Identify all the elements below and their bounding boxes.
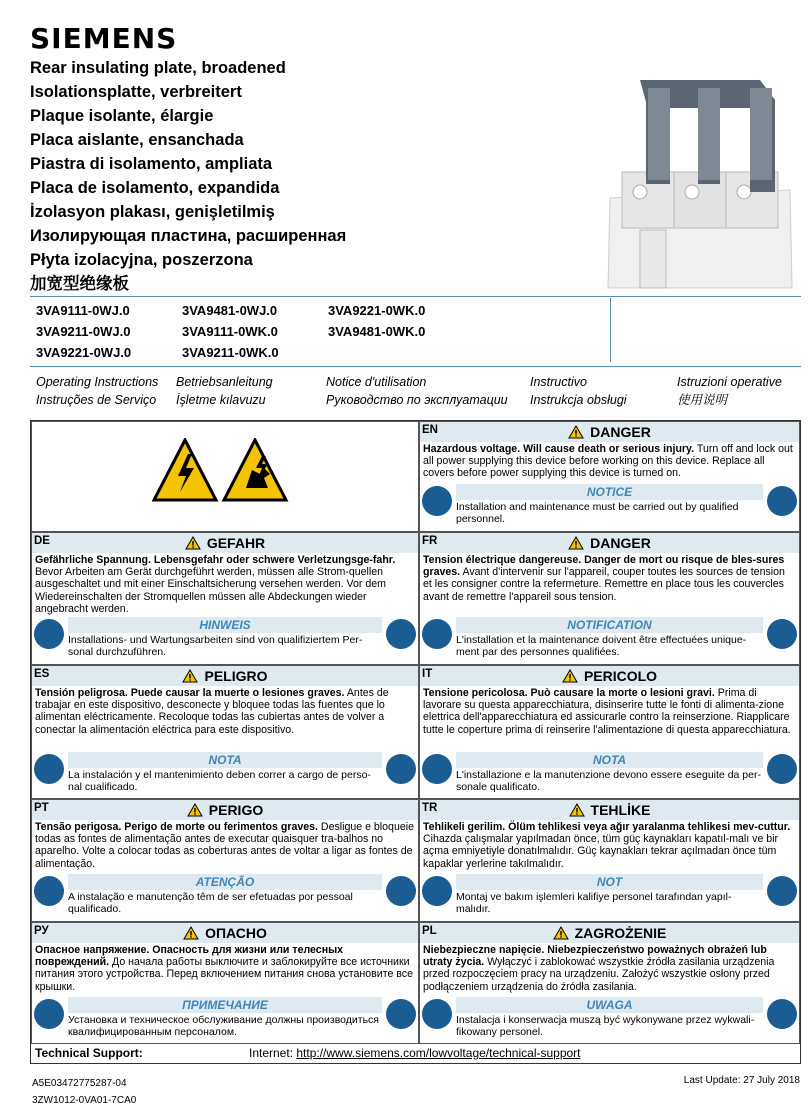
- order-codes: [36, 300, 474, 363]
- danger-title: GEFAHR: [206, 535, 266, 551]
- danger-title: ОПАСНО: [205, 925, 267, 941]
- lang-code: TR: [422, 802, 438, 814]
- section-de: [31, 532, 419, 665]
- lang-code: EN: [422, 424, 438, 436]
- read-instructions-icon: [767, 754, 797, 784]
- safety-grid: [30, 420, 801, 1044]
- title-es: Placa aislante, ensanchada: [30, 131, 244, 149]
- read-instructions-icon: [386, 876, 416, 906]
- warning-icon: [182, 669, 198, 683]
- code-item: 3VA9481-0WK.0: [328, 324, 426, 339]
- code-item: [328, 342, 474, 363]
- notice-title: NOTICE: [456, 484, 763, 500]
- warning-icon: [568, 425, 584, 439]
- instr-title: 使用说明: [677, 393, 728, 407]
- section-ru: [31, 922, 419, 1044]
- notice-title: ПРИМЕЧАНИЕ: [68, 997, 382, 1013]
- support-link[interactable]: http://www.siemens.com/lowvoltage/technical-support: [296, 1046, 581, 1060]
- danger-text: Tension électrique dangereuse. Danger de mort ou risque de bles-sures graves. Avant d'intervenir sur l'appareil, couper toutes les sources de tension et les consigner contre la refermeture. Remettre en place tous les couvercles avant de remettre l'appareil sous tension.: [423, 554, 785, 603]
- divider-top: [30, 296, 801, 297]
- notice-row: [420, 874, 799, 922]
- danger-text: Tensión peligrosa. Puede causar la muerte o lesiones graves. Antes de trabajar en este dispositivo, desconecte y bloquee todas las fuentes que lo alimentan eléctricamente. Recoloque todas las cubiertas antes de volver a conectar la alimentación eléctrica para este dispositivo.: [35, 687, 389, 736]
- warning-icon: [562, 669, 578, 683]
- danger-title: PELIGRO: [204, 668, 268, 684]
- danger-header: [32, 800, 418, 820]
- warning-icon: [569, 803, 585, 817]
- warning-pictograms: [31, 421, 419, 532]
- code-item: 3VA9481-0WJ.0: [182, 303, 278, 318]
- instr-title: Instruções de Serviço: [36, 393, 157, 407]
- danger-title: ZAGROŻENIE: [574, 925, 667, 941]
- read-instructions-icon: [767, 619, 797, 649]
- instr-title: Instructivo: [530, 375, 587, 389]
- notice-row: [420, 617, 799, 665]
- notice-text: La instalación y el mantenimiento deben correr a cargo de perso-nal cualificado.: [68, 769, 371, 793]
- qualified-person-icon: [422, 999, 452, 1029]
- danger-text: Tensione pericolosa. Può causare la morte o lesioni gravi. Prima di lavorare su questa apparecchiatura, disinserire tutte le fonti di alimenta-zione elettrica dell'apparecchiatura ed assicurarle contro la reinserzione. Riapplicare tutte le coperture prima di reinserire l'alimentazione di questa apparecchiatura.: [423, 687, 791, 736]
- notice-row: [32, 874, 418, 922]
- technical-support-row: [30, 1044, 801, 1064]
- title-ru: Изолирующая пластина, расширенная: [30, 227, 347, 245]
- danger-text: Tensão perigosa. Perigo de morte ou ferimentos graves. Desligue e bloqueie todas as fontes de alimentação antes de executar quaisquer tra-balhos no aparelho. Volte a colocar todas as coberturas antes de voltar a ligar as fontes de alimentação.: [35, 821, 414, 870]
- product-titles: [30, 56, 346, 296]
- danger-text: Niebezpieczne napięcie. Niebezpieczeństwo poważnych obrażeń lub utraty życia. Wyłączyć i zablokować wszystkie źródła zasilania urządzenia przed rozpoczęciem pracy na urządzeniu. Założyć wszystkie osłony przed podłączeniem urządzenia do źródła zasilania.: [423, 944, 775, 993]
- warning-icon: [183, 926, 199, 940]
- code-item: 3VA9111-0WJ.0: [36, 303, 130, 318]
- read-instructions-icon: [386, 999, 416, 1029]
- warning-icon: [553, 926, 569, 940]
- notice-title: NOTA: [456, 752, 763, 768]
- title-en: Rear insulating plate, broadened: [30, 59, 286, 77]
- danger-title: DANGER: [590, 535, 651, 551]
- instr-title: Instrukcja obsługi: [530, 393, 627, 407]
- section-it: [419, 665, 800, 799]
- qualified-person-icon: [422, 619, 452, 649]
- danger-header: [420, 666, 799, 686]
- section-pl: [419, 922, 800, 1044]
- lang-code: ES: [34, 668, 50, 680]
- instr-title: Betriebsanleitung: [176, 375, 273, 389]
- section-fr: [419, 532, 800, 665]
- danger-header: [420, 800, 799, 820]
- danger-text: Hazardous voltage. Will cause death or serious injury. Turn off and lock out all power supplying this device before working on this device. Replace all covers before power supplying this device is turned on.: [423, 443, 793, 480]
- notice-text: L'installazione e la manutenzione devono essere eseguite da per-sonale qualificato.: [456, 769, 761, 793]
- support-internet: Internet: http://www.siemens.com/lowvoltage/technical-support: [249, 1046, 581, 1060]
- divider-mid: [30, 366, 801, 367]
- notice-title: NOTA: [68, 752, 382, 768]
- read-instructions-icon: [767, 876, 797, 906]
- notice-row: [32, 997, 418, 1044]
- read-instructions-icon: [386, 619, 416, 649]
- warning-icon: [185, 536, 201, 550]
- notice-text: A instalação e manutenção têm de ser efetuadas por pessoal qualificado.: [68, 891, 353, 915]
- lang-code: PL: [422, 925, 437, 937]
- lang-code: DE: [34, 535, 50, 547]
- danger-header: [32, 923, 418, 943]
- title-tr: İzolasyon plakası, genişletilmiş: [30, 203, 275, 221]
- product-illustration: [600, 80, 800, 290]
- section-tr: [419, 799, 800, 922]
- title-de: Isolationsplatte, verbreitert: [30, 83, 242, 101]
- notice-title: ATENÇÃO: [68, 874, 382, 890]
- code-item: 3VA9211-0WJ.0: [36, 324, 131, 339]
- qualified-person-icon: [422, 754, 452, 784]
- danger-title: TEHLİKE: [590, 802, 651, 818]
- notice-text: Installation and maintenance must be carried out by qualified personnel.: [456, 501, 739, 525]
- lang-code: IT: [422, 668, 433, 680]
- danger-text: Tehlikeli gerilim. Ölüm tehlikesi veya ağır yaralanma tehlikesi mev-cuttur. Cihazda çalışmalar yapılmadan önce, tüm güç kaynakları kapatıl-malı ve bir açma emniyetiyle donatılmalıdır. Güç kaynakları tekrar açılmadan önce tüm kapaklar yerlerine takılmalıdır.: [423, 821, 791, 870]
- read-instructions-icon: [767, 999, 797, 1029]
- read-instructions-icon: [767, 486, 797, 516]
- warning-icon: [568, 536, 584, 550]
- qualified-person-icon: [34, 754, 64, 784]
- danger-text: Gefährliche Spannung. Lebensgefahr oder schwere Verletzungsge-fahr. Bevor Arbeiten am Gerät durchgeführt werden, müssen alle Strom-quellen ausgeschaltet und mit einer Einschaltsicherung versehen werden. Vor dem Wiedereinschalten der Stromquellen müssen alle Abdeckungen wieder angebracht werden.: [35, 554, 396, 615]
- code-item: 3VA9211-0WK.0: [182, 345, 279, 360]
- danger-title: PERICOLO: [583, 668, 658, 684]
- order-number: 3ZW1012-0VA01-7CA0: [32, 1095, 137, 1106]
- instruction-titles: [36, 373, 797, 409]
- footer-numbers: [32, 1075, 136, 1109]
- notice-text: Montaj ve bakım işlemleri kalifiye personel tarafından yapıl-malıdır.: [456, 891, 732, 915]
- notice-title: UWAGA: [456, 997, 763, 1013]
- section-es: [31, 665, 419, 799]
- code-item: 3VA9111-0WK.0: [182, 324, 278, 339]
- codes-separator: [610, 298, 611, 362]
- qualified-person-icon: [34, 619, 64, 649]
- instr-title: Notice d'utilisation: [326, 375, 427, 389]
- notice-text: Instalacja i konserwacja muszą być wykonywane przez wykwali-fikowany personel.: [456, 1014, 755, 1038]
- danger-header: [420, 422, 799, 442]
- read-instructions-icon: [386, 754, 416, 784]
- lang-code: PT: [34, 802, 49, 814]
- danger-header: [420, 533, 799, 553]
- code-item: 3VA9221-0WK.0: [328, 303, 426, 318]
- notice-title: NOTIFICATION: [456, 617, 763, 633]
- doc-number: A5E03472775287-04: [32, 1078, 127, 1089]
- siemens-logo: SIEMENS: [30, 22, 178, 55]
- qualified-person-icon: [34, 999, 64, 1029]
- danger-header: [32, 666, 418, 686]
- instr-title: Руководство по эксплуатации: [326, 393, 508, 407]
- qualified-person-icon: [422, 486, 452, 516]
- title-pt: Placa de isolamento, expandida: [30, 179, 280, 197]
- notice-row: [420, 484, 799, 532]
- title-zh: 加宽型绝缘板: [30, 275, 129, 293]
- title-it: Piastra di isolamento, ampliata: [30, 155, 273, 173]
- notice-row: [420, 752, 799, 799]
- notice-row: [32, 752, 418, 799]
- warning-icon: [187, 803, 203, 817]
- danger-header: [420, 923, 799, 943]
- danger-title: DANGER: [590, 424, 651, 440]
- title-pl: Płyta izolacyjna, poszerzona: [30, 251, 253, 269]
- section-en: [419, 421, 800, 532]
- instr-title: Operating Instructions: [36, 375, 159, 389]
- danger-title: PERIGO: [208, 802, 264, 818]
- qualified-person-icon: [34, 876, 64, 906]
- lang-code: РУ: [34, 925, 49, 937]
- hazard-icons: [152, 438, 302, 504]
- danger-header: [32, 533, 418, 553]
- danger-text: Опасное напряжение. Опасность для жизни или телесных повреждений. До начала работы выключите и заблокируйте все источники питания этого устройства. Перед включением питания снова установите все крышки.: [35, 944, 413, 993]
- code-item: 3VA9221-0WJ.0: [36, 345, 132, 360]
- instr-title: Istruzioni operative: [677, 375, 782, 389]
- qualified-person-icon: [422, 876, 452, 906]
- support-label: Technical Support:: [35, 1046, 143, 1060]
- section-pt: [31, 799, 419, 922]
- notice-text: L'installation et la maintenance doivent être effectuées unique-ment par des personnes qualifiées.: [456, 634, 747, 658]
- notice-row: [32, 617, 418, 665]
- notice-text: Установка и техническое обслуживание должны производиться квалифицированным персоналом.: [68, 1014, 379, 1038]
- notice-title: HINWEIS: [68, 617, 382, 633]
- instr-title: İşletme kılavuzu: [176, 393, 266, 407]
- last-update: Last Update: 27 July 2018: [683, 1075, 800, 1086]
- notice-text: Installations- und Wartungsarbeiten sind von qualifiziertem Per-sonal durchzuführen.: [68, 634, 363, 658]
- notice-title: NOT: [456, 874, 763, 890]
- notice-row: [420, 997, 799, 1044]
- lang-code: FR: [422, 535, 438, 547]
- title-fr: Plaque isolante, élargie: [30, 107, 214, 125]
